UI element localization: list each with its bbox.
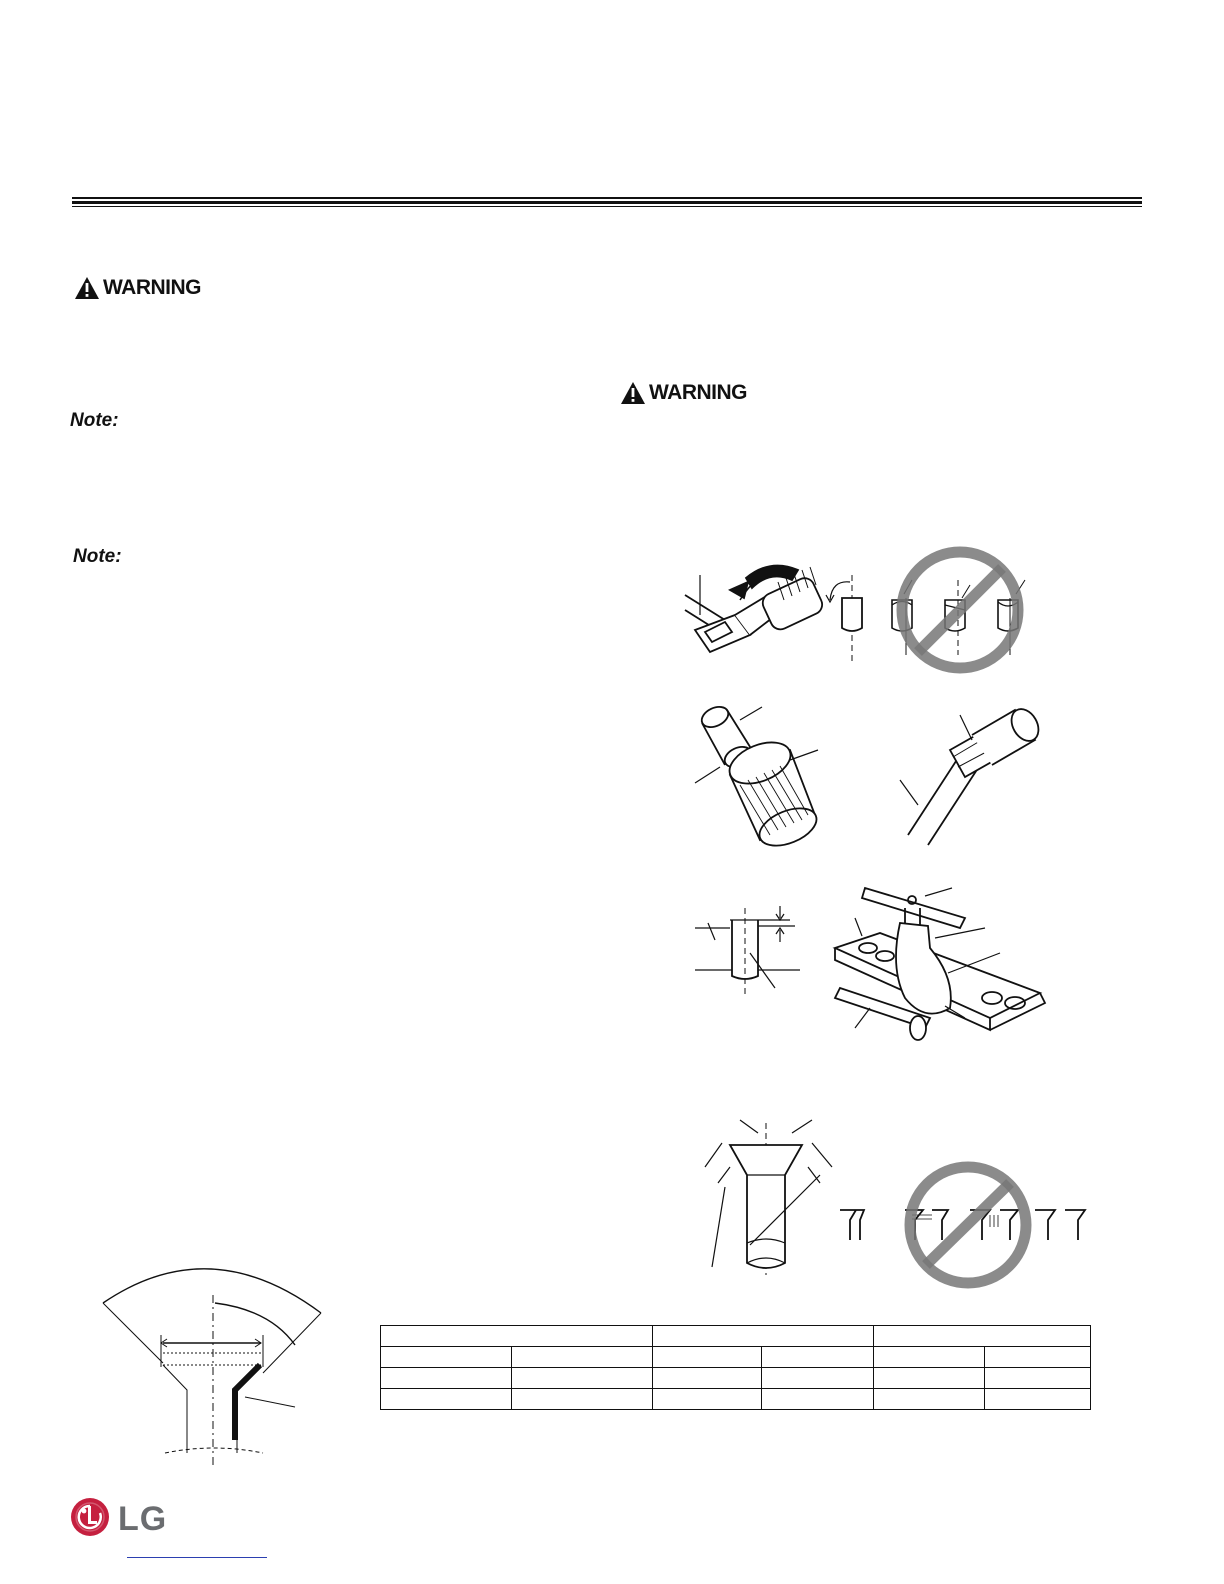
header-rule-top	[72, 197, 1142, 199]
table-cell	[381, 1347, 512, 1368]
warning-label: WARNING	[649, 381, 747, 404]
flare-dimension-table	[380, 1325, 1091, 1410]
warning-triangle-icon	[74, 276, 100, 300]
lg-logo	[70, 1497, 167, 1542]
flaring-tool-icon	[690, 878, 1060, 1053]
table-row	[381, 1347, 1091, 1368]
header-rule-bottom	[72, 206, 1142, 207]
note-label-2: Note:	[73, 546, 122, 567]
table-cell	[985, 1389, 1091, 1410]
tube-cutter-icon	[680, 540, 1040, 685]
table-cell	[985, 1347, 1091, 1368]
table-cell	[874, 1389, 985, 1410]
lg-face-icon	[70, 1497, 110, 1542]
table-row	[381, 1368, 1091, 1389]
note-label-1: Note:	[70, 410, 119, 431]
table-row	[381, 1389, 1091, 1410]
table-cell	[511, 1347, 653, 1368]
table-cell	[653, 1326, 874, 1347]
warning-label: WARNING	[103, 276, 201, 299]
reamer-and-flare-nut-icon	[690, 695, 1070, 860]
table-cell	[874, 1347, 985, 1368]
table-cell	[762, 1368, 874, 1389]
warning-heading-1	[74, 276, 201, 300]
table-cell	[874, 1368, 985, 1389]
table-cell	[381, 1389, 512, 1410]
flare-inspection-icon	[700, 1115, 1095, 1300]
flare-dimension-icon	[95, 1255, 325, 1475]
warning-heading-2	[620, 381, 747, 405]
table-cell	[874, 1326, 1091, 1347]
table-cell	[653, 1347, 762, 1368]
header-rule-middle	[72, 201, 1142, 204]
table-cell	[762, 1389, 874, 1410]
table-cell	[511, 1368, 653, 1389]
warning-triangle-icon	[620, 381, 646, 405]
table-cell	[381, 1368, 512, 1389]
table-cell	[511, 1389, 653, 1410]
brand-name: LG	[118, 1500, 168, 1538]
table-cell	[381, 1326, 653, 1347]
table-cell	[653, 1389, 762, 1410]
table-cell	[653, 1368, 762, 1389]
table-row	[381, 1326, 1091, 1347]
table-cell	[985, 1368, 1091, 1389]
table-cell	[762, 1347, 874, 1368]
footer-link[interactable]	[127, 1557, 267, 1558]
